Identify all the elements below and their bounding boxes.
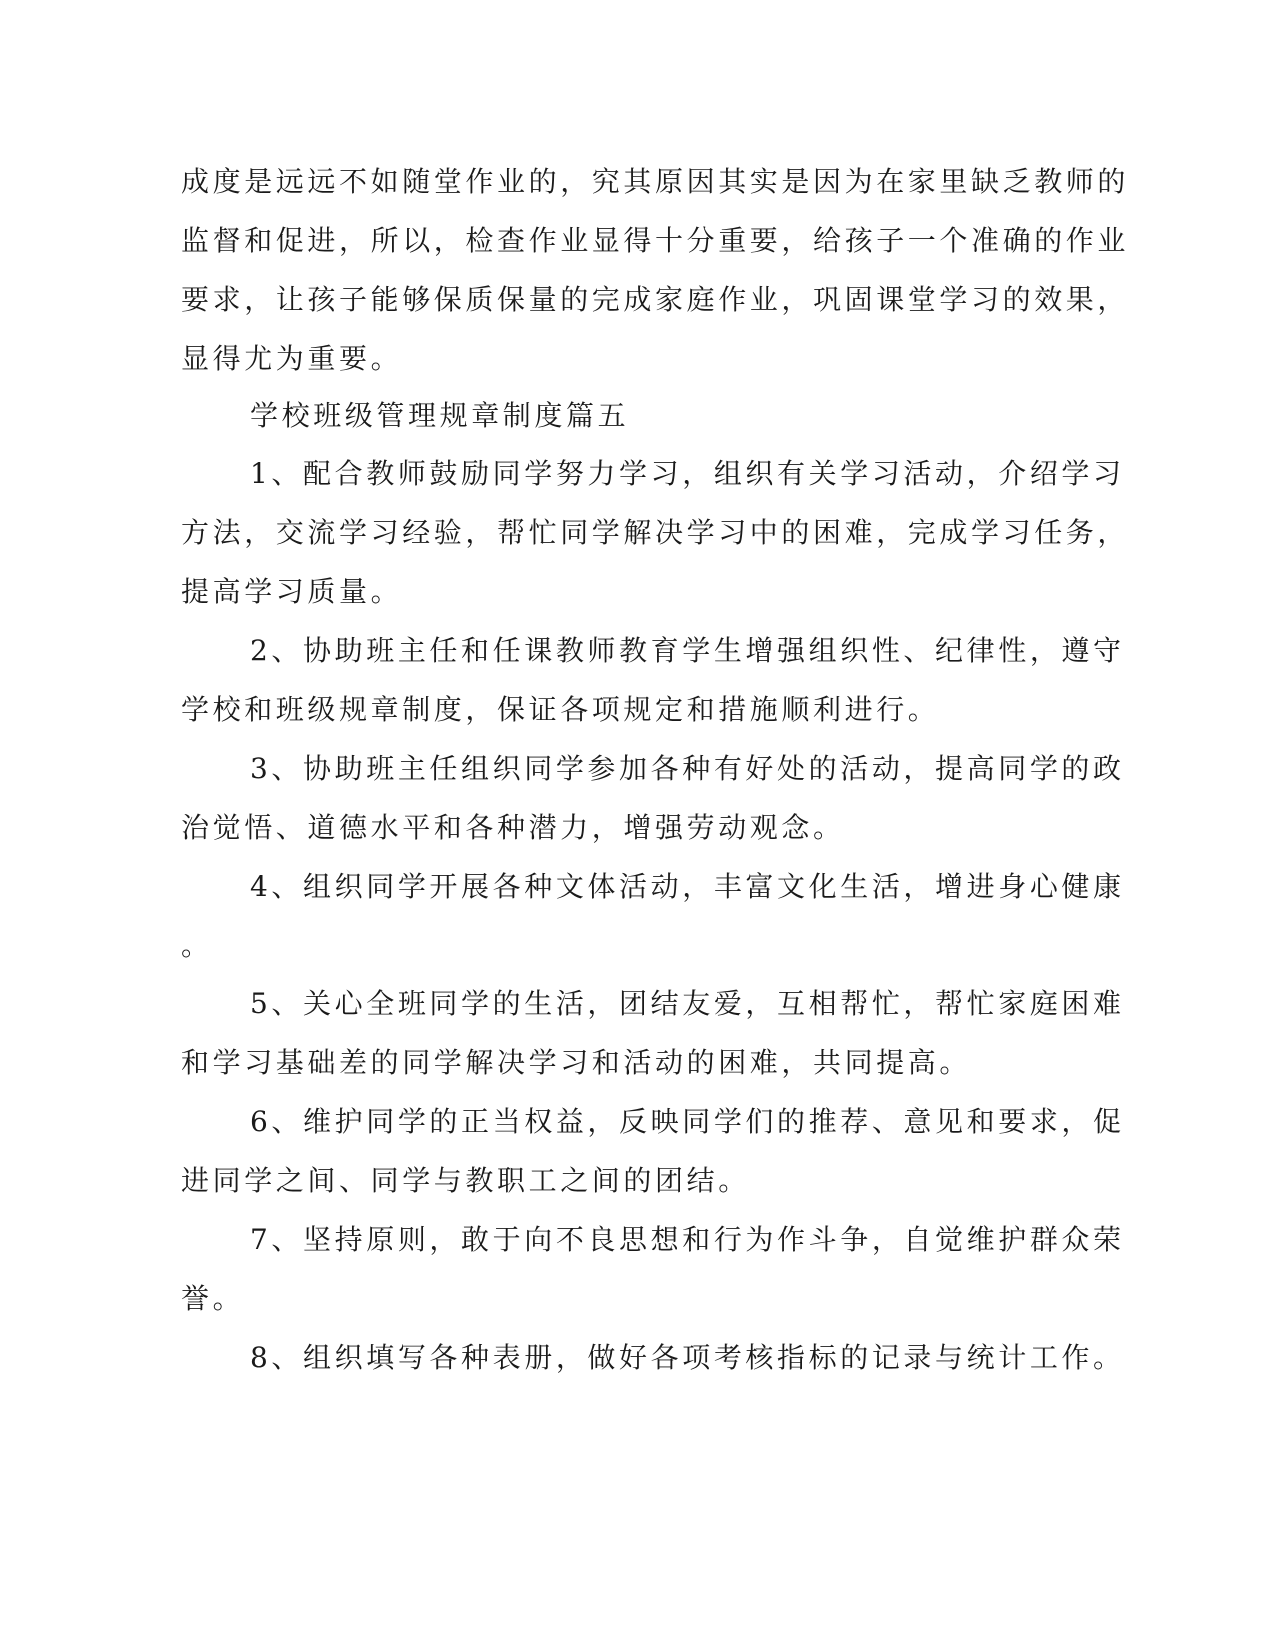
text-line: 进同学之间、同学与教职工之间的团结。 <box>181 1164 750 1197</box>
text-line: 方法，交流学习经验，帮忙同学解决学习中的困难，完成学习任务， <box>181 516 1130 549</box>
text-line: 要求，让孩子能够保质保量的完成家庭作业，巩固课堂学习的效果， <box>181 283 1130 316</box>
text-line: 1、配合教师鼓励同学努力学习，组织有关学习活动，介绍学习 <box>250 457 1125 490</box>
text-line: 6、维护同学的正当权益，反映同学们的推荐、意见和要求，促 <box>250 1105 1125 1138</box>
text-line: 提高学习质量。 <box>181 575 403 608</box>
text-line: 8、组织填写各种表册，做好各项考核指标的记录与统计工作。 <box>250 1341 1125 1374</box>
text-line: 2、协助班主任和任课教师教育学生增强组织性、纪律性，遵守 <box>250 634 1125 667</box>
text-line: 和学习基础差的同学解决学习和活动的困难，共同提高。 <box>181 1046 972 1079</box>
text-line: 5、关心全班同学的生活，团结友爱，互相帮忙，帮忙家庭困难 <box>250 987 1125 1020</box>
section-heading: 学校班级管理规章制度篇五 <box>250 399 630 432</box>
text-line: 誉。 <box>181 1282 245 1315</box>
text-line: 3、协助班主任组织同学参加各种有好处的活动，提高同学的政 <box>250 752 1125 785</box>
text-line: 显得尤为重要。 <box>181 342 403 375</box>
text-line: 7、坚持原则，敢于向不良思想和行为作斗争，自觉维护群众荣 <box>250 1223 1125 1256</box>
text-line: 成度是远远不如随堂作业的，究其原因其实是因为在家里缺乏教师的 <box>181 165 1130 198</box>
text-line: 学校和班级规章制度，保证各项规定和措施顺利进行。 <box>181 693 940 726</box>
text-line: 。 <box>181 929 213 962</box>
text-line: 治觉悟、道德水平和各种潜力，增强劳动观念。 <box>181 811 845 844</box>
text-line: 4、组织同学开展各种文体活动，丰富文化生活，增进身心健康 <box>250 870 1125 903</box>
text-line: 监督和促进，所以，检查作业显得十分重要，给孩子一个准确的作业 <box>181 224 1130 257</box>
